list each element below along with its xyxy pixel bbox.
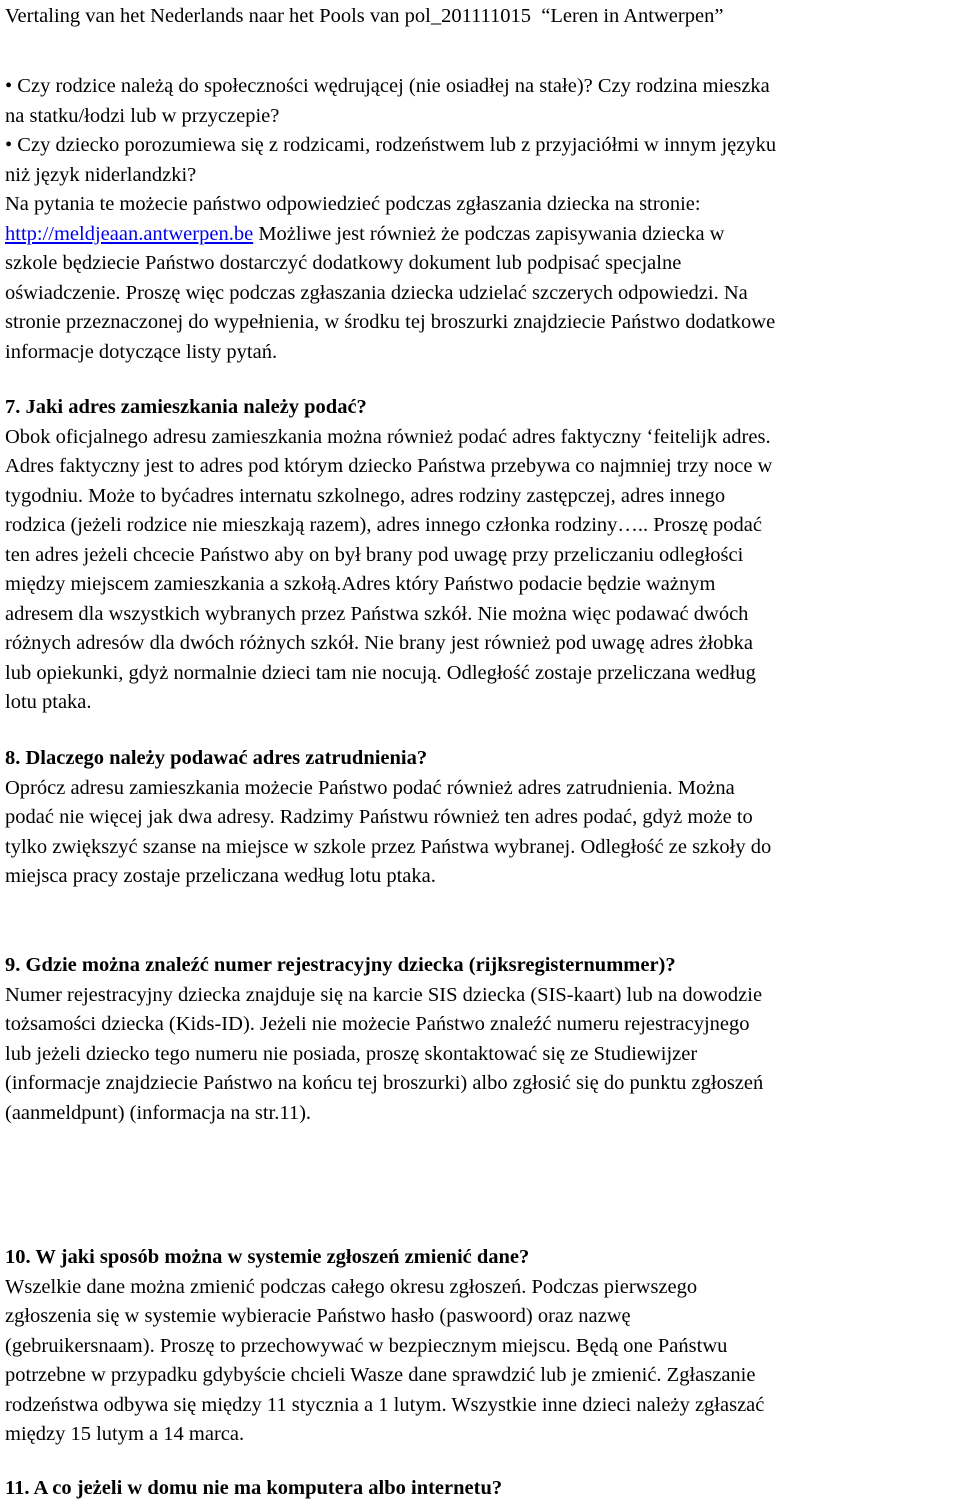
- section-11: [5, 1474, 955, 1504]
- section-7-line: między miejscem zamieszkania a szkołą.Adres który Państwo podacie będzie ważnym: [5, 573, 716, 595]
- intro-answer-line: oświadczenie. Proszę więc podczas zgłaszania dziecka udzielać szczerych odpowiedzi. Na: [5, 281, 748, 304]
- section-9: [5, 951, 955, 1128]
- section-10-line: potrzebne w przypadku gdybyście chcieli Wasze dane sprawdzić lub je zmienić. Zgłaszanie: [5, 1364, 756, 1386]
- section-10-line: rodzeństwa odbywa się między 11 stycznia a 1 lutym. Wszystkie inne dzieci należy zgłaszać: [5, 1393, 765, 1416]
- section-10: [5, 1243, 955, 1450]
- section-7-line: adresem dla wszystkich wybranych przez Państwa szkół. Nie można więc podawać dwóch: [5, 602, 749, 625]
- section-10-line: między 15 lutym a 14 marca.: [5, 1423, 245, 1445]
- section-7: [5, 393, 955, 718]
- section-10-heading: 10. W jaki sposób można w systemie zgłoszeń zmienić dane?: [5, 1246, 530, 1268]
- section-9-line: Numer rejestracyjny dziecka znajduje się na karcie SIS dziecka (SIS-kaart) lub na dowodzie: [5, 983, 763, 1006]
- section-9-line: tożsamości dziecka (Kids-ID). Jeżeli nie możecie Państwo znaleźć numeru rejestracyjnego: [5, 1013, 750, 1035]
- section-10-line: Wszelkie dane można zmienić podczas całego okresu zgłoszeń. Podczas pierwszego: [5, 1275, 698, 1298]
- intro-answer-line-link: [5, 220, 955, 250]
- section-7-line: tygodniu. Może to byćadres internatu szkolnego, adres rodziny zastępczej, adres innego: [5, 484, 726, 507]
- section-8: [5, 744, 955, 892]
- intro-answer-line: informacje dotyczące listy pytań.: [5, 340, 278, 363]
- intro-answer-line: stronie przeznaczonej do wypełnienia, w środku tej broszurki znajdziecie Państwo dodatkowe: [5, 311, 776, 333]
- intro-bullet-1: • Czy rodzice należą do społeczności wędrującej (nie osiadłej na stałe)? Czy rodzina mieszka: [5, 75, 770, 97]
- section-7-line: lub opiekunki, gdyż normalnie dzieci tam nie nocują. Odległość zostaje przeliczana według: [5, 661, 756, 684]
- section-8-line: podać nie więcej jak dwa adresy. Radzimy Państwu również ten adres podać, gdyż może to: [5, 806, 753, 828]
- page-header: Vertaling van het Nederlands naar het Pools van pol_201111015 “Leren in Antwerpen”: [5, 5, 724, 27]
- section-8-line: tylko zwiększyć szanse na miejsce w szkole przez Państwa wybranej. Odległość ze szkoły do: [5, 835, 772, 858]
- meldjeaan-link[interactable]: http://meldjeaan.antwerpen.be: [5, 222, 254, 245]
- intro-bullet-2: • Czy dziecko porozumiewa się z rodzicami, rodzeństwem lub z przyjaciółmi w innym języku: [5, 134, 777, 156]
- section-8-line: Oprócz adresu zamieszkania możecie Państwo podać również adres zatrudnienia. Można: [5, 776, 735, 799]
- section-9-line: lub jeżeli dziecko tego numeru nie posiada, proszę skontaktować się ze Studiewijzer: [5, 1042, 698, 1065]
- section-9-line: (aanmeldpunt) (informacja na str.11).: [5, 1101, 312, 1124]
- section-9-heading: 9. Gdzie można znaleźć numer rejestracyjny dziecka (rijksregisternummer)?: [5, 954, 676, 976]
- intro-answer-line: Na pytania te możecie państwo odpowiedzieć podczas zgłaszania dziecka na stronie:: [5, 193, 701, 215]
- section-8-line: miejsca pracy zostaje przeliczana według lotu ptaka.: [5, 865, 436, 887]
- intro-bullet-2-cont: niż język niderlandzki?: [5, 163, 197, 186]
- section-7-line: Adres faktyczny jest to adres pod którym dziecko Państwa przebywa co najmniej trzy noce w: [5, 455, 773, 477]
- section-7-line: lotu ptaka.: [5, 691, 92, 713]
- section-7-heading: 7. Jaki adres zamieszkania należy podać?: [5, 396, 367, 418]
- intro-bullet-1-cont: na statku/łodzi lub w przyczepie?: [5, 104, 280, 127]
- section-7-line: ten adres jeżeli chcecie Państwo aby on był brany pod uwagę przy przeliczaniu odległości: [5, 543, 744, 566]
- section-9-line: (informacje znajdziecie Państwo na końcu tej broszurki) albo zgłosić się do punktu zgłoszeń: [5, 1072, 764, 1094]
- section-7-line: różnych adresów dla dwóch różnych szkół. Nie brany jest również pod uwagę adres żłobka: [5, 632, 753, 654]
- section-10-line: (gebruikersnaam). Proszę to przechowywać w bezpiecznym miejscu. Będą one Państwu: [5, 1334, 728, 1357]
- section-7-line: Obok oficjalnego adresu zamieszkania można również podać adres faktyczny ‘feitelijk adres.: [5, 425, 771, 448]
- section-7-line: rodzica (jeżeli rodzice nie mieszkają razem), adres innego członka rodziny….. Proszę podać: [5, 514, 763, 536]
- intro-answer-line: szkole będziecie Państwo dostarczyć dodatkowy dokument lub podpisać specjalne: [5, 252, 682, 274]
- section-11-heading: 11. A co jeżeli w domu nie ma komputera albo internetu?: [5, 1477, 503, 1499]
- intro-block: [5, 72, 955, 367]
- intro-answer-line-rest: Możliwe jest również że podczas zapisywania dziecka w: [253, 222, 725, 245]
- section-8-heading: 8. Dlaczego należy podawać adres zatrudnienia?: [5, 747, 428, 769]
- section-10-line: zgłoszenia się w systemie wybieracie Państwo hasło (paswoord) oraz nazwę: [5, 1305, 631, 1327]
